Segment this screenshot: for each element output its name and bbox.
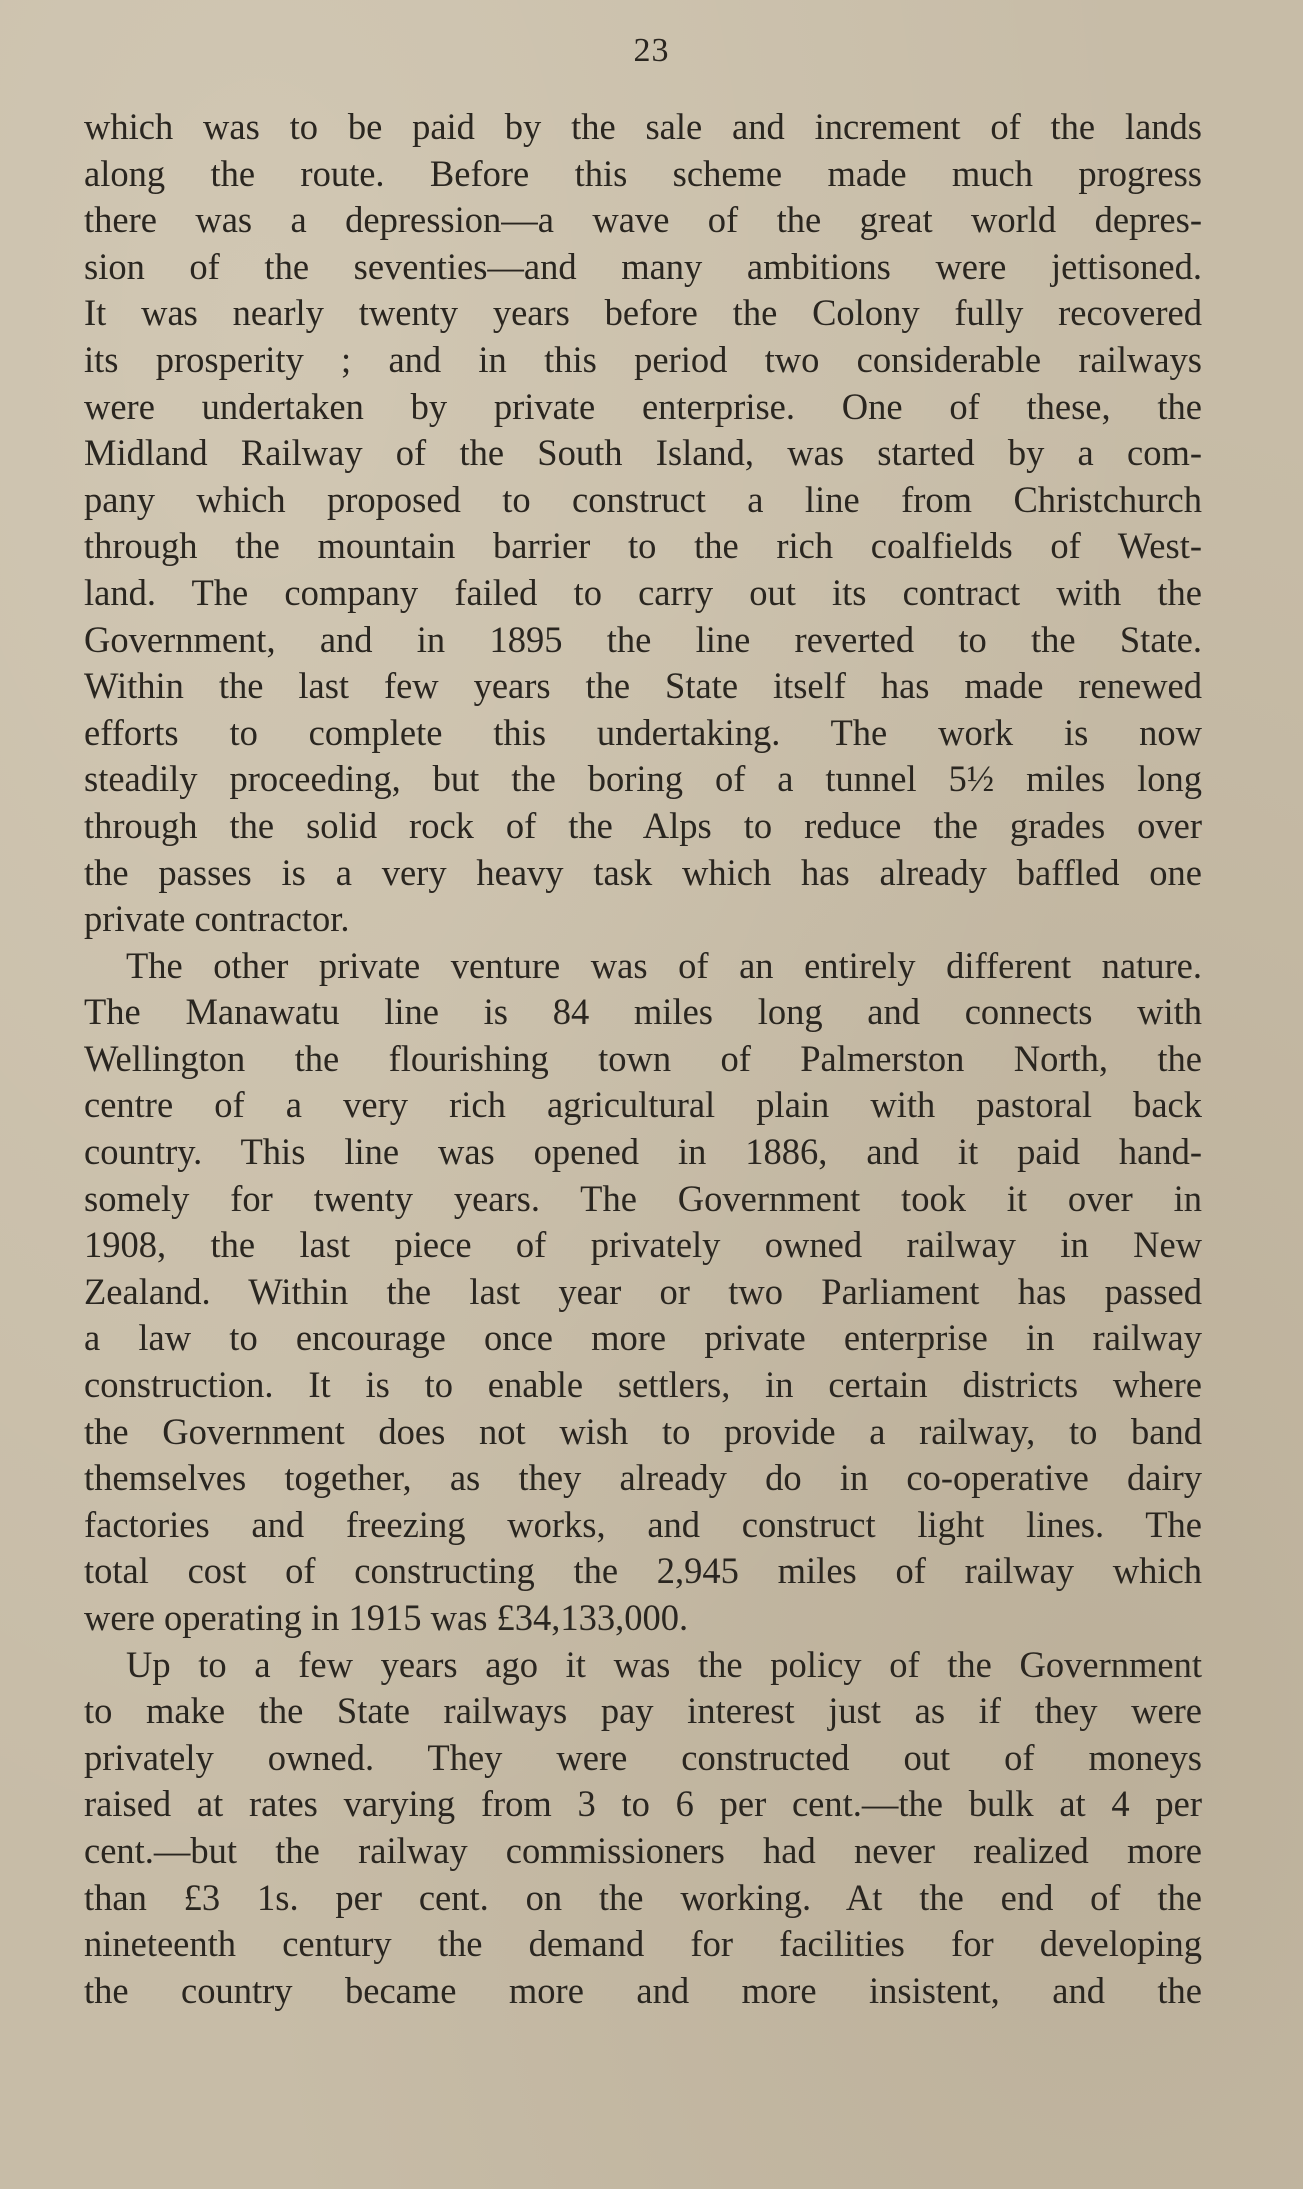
page-number: 23 xyxy=(633,32,670,69)
text-line: its prosperity ; and in this period two considerable railways xyxy=(84,338,1202,380)
text-line: steadily proceeding, but the boring of a tunnel 5½ miles long xyxy=(84,758,1202,800)
text-line: were undertaken by private enterprise. One of these, the xyxy=(84,385,1202,427)
text-line: were operating in 1915 was £34,133,000. xyxy=(84,1597,689,1638)
text-line: through the mountain barrier to the rich coalfields of West- xyxy=(84,525,1202,567)
paragraph-2 xyxy=(84,943,1202,1642)
text-line: Wellington the flourishing town of Palmerston North, the xyxy=(84,1037,1202,1079)
text-line: somely for twenty years. The Government took it over in xyxy=(84,1177,1202,1219)
text-line: Up to a few years ago it was the policy of the Government xyxy=(126,1643,1202,1685)
paragraph-3 xyxy=(84,1642,1202,2015)
text-line: 1908, the last piece of privately owned railway in New xyxy=(84,1224,1202,1266)
text-line: private contractor. xyxy=(84,898,350,940)
text-line: construction. It is to enable settlers, in certain districts where xyxy=(84,1364,1202,1406)
text-line: It was nearly twenty years before the Colony fully recovered xyxy=(84,292,1202,334)
text-line: raised at rates varying from 3 to 6 per cent.—the bulk at 4 per xyxy=(84,1783,1202,1825)
text-line: land. The company failed to carry out its contract with the xyxy=(84,571,1202,613)
text-line: Midland Railway of the South Island, was started by a com- xyxy=(84,432,1202,474)
text-line: there was a depression—a wave of the great world depres- xyxy=(84,199,1202,241)
text-line: centre of a very rich agricultural plain with pastoral back xyxy=(84,1084,1202,1126)
text-line: themselves together, as they already do in co-operative dairy xyxy=(84,1457,1202,1499)
page-body xyxy=(84,104,1202,2014)
text-line: pany which proposed to construct a line from Christchurch xyxy=(84,478,1202,520)
text-line: cent.—but the railway commissioners had never realized more xyxy=(84,1829,1202,1871)
text-line: The other private venture was of an entirely different nature. xyxy=(126,944,1202,986)
text-line: to make the State railways pay interest just as if they were xyxy=(84,1690,1202,1732)
text-line: the country became more and more insistent, and the xyxy=(84,1969,1202,2011)
text-line: the passes is a very heavy task which has already baffled one xyxy=(84,851,1202,893)
text-line: factories and freezing works, and construct light lines. The xyxy=(84,1503,1202,1545)
text-line: country. This line was opened in 1886, and it paid hand- xyxy=(84,1131,1202,1173)
paragraph-1 xyxy=(84,104,1202,943)
text-line: sion of the seventies—and many ambitions were jettisoned. xyxy=(84,245,1202,287)
text-line: a law to encourage once more private enterprise in railway xyxy=(84,1317,1202,1359)
text-line: nineteenth century the demand for facilities for developing xyxy=(84,1923,1202,1965)
text-line: Within the last few years the State itself has made renewed xyxy=(84,665,1202,707)
text-line: than £3 1s. per cent. on the working. At the end of the xyxy=(84,1876,1202,1918)
text-line: which was to be paid by the sale and increment of the lands xyxy=(84,106,1202,147)
text-line: along the route. Before this scheme made much progress xyxy=(84,152,1202,194)
text-line: the Government does not wish to provide a railway, to band xyxy=(84,1410,1202,1452)
text-line: total cost of constructing the 2,945 miles of railway which xyxy=(84,1550,1202,1592)
text-line: efforts to complete this undertaking. The work is now xyxy=(84,711,1202,753)
text-line: privately owned. They were constructed out of moneys xyxy=(84,1736,1202,1778)
text-line: Government, and in 1895 the line reverted to the State. xyxy=(84,618,1202,660)
text-line: Zealand. Within the last year or two Parliament has passed xyxy=(84,1270,1202,1312)
text-line: The Manawatu line is 84 miles long and connects with xyxy=(84,991,1202,1033)
text-line: through the solid rock of the Alps to reduce the grades over xyxy=(84,804,1202,846)
